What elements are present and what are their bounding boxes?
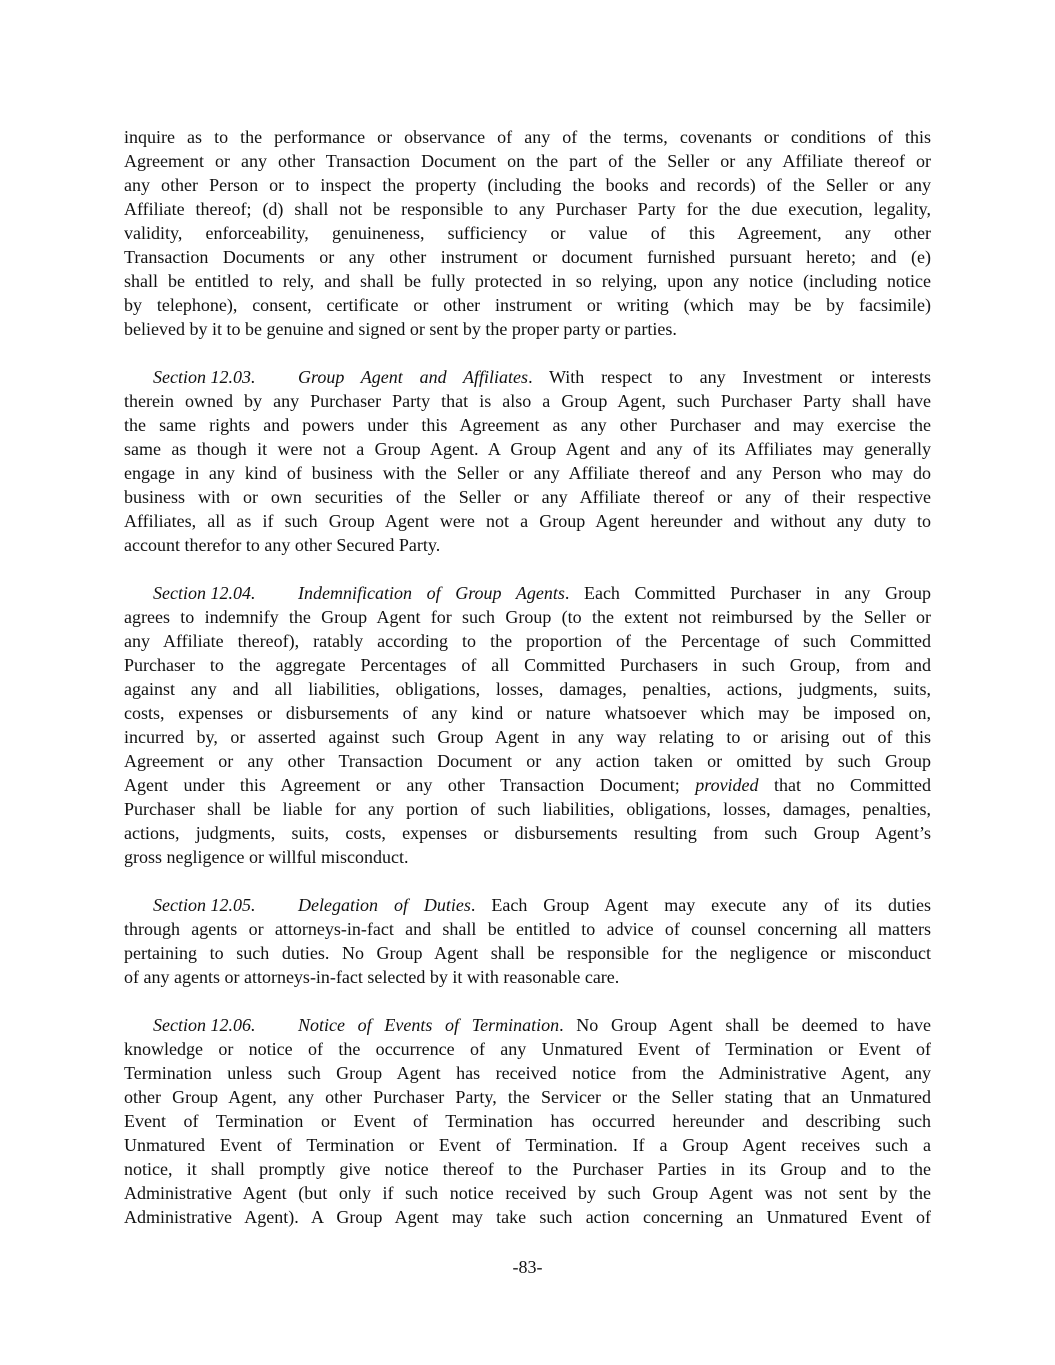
text-run: . No Group Agent shall be deemed to have: [559, 1015, 931, 1035]
section-paragraph: [124, 893, 931, 989]
text-line: same as though it were not a Group Agent. A Group Agent and any of its Affiliates may generally: [124, 439, 931, 459]
text-line: Purchaser shall be liable for any portion of such liabilities, obligations, losses, damages, penalties,: [124, 799, 931, 819]
section-heading-line: [124, 581, 931, 605]
section-number: Section 12.04.: [153, 583, 256, 603]
paragraph: [124, 125, 931, 341]
section-paragraph: [124, 1013, 931, 1229]
text-line: Affiliates, all as if such Group Agent were not a Group Agent hereunder and without any duty to: [124, 511, 931, 531]
text-line: by telephone), consent, certificate or other instrument or writing (which may be by facsimile): [124, 295, 931, 315]
text-line: incurred by, or asserted against such Group Agent in any way relating to or arising out of this: [124, 727, 931, 747]
text-run: . Each Committed Purchaser in any Group: [564, 583, 931, 603]
text-line: Administrative Agent (but only if such notice received by such Group Agent was not sent by the: [124, 1183, 931, 1203]
text-line: therein owned by any Purchaser Party that is also a Group Agent, such Purchaser Party shall have: [124, 391, 931, 411]
section-title: Indemnification of Group Agents: [298, 583, 565, 603]
section-number: Section 12.03.: [153, 367, 256, 387]
text-line: other Group Agent, any other Purchaser Party, the Servicer or the Seller stating that an Unmatured: [124, 1087, 931, 1107]
page-number: -83-: [512, 1257, 543, 1277]
text-line: account therefor to any other Secured Party.: [124, 535, 441, 555]
section-heading-line: [124, 893, 931, 917]
text-run: . Each Group Agent may execute any of its duties: [470, 895, 931, 915]
text-line: inquire as to the performance or observance of any of the terms, covenants or conditions of this: [124, 127, 931, 147]
section-heading-line: [124, 1013, 931, 1037]
text-line: costs, expenses or disbursements of any kind or nature whatsoever which may be imposed on,: [124, 703, 931, 723]
text-line: gross negligence or willful misconduct.: [124, 847, 409, 867]
section-title: Group Agent and Affiliates: [298, 367, 529, 387]
text-line: of any agents or attorneys-in-fact selected by it with reasonable care.: [124, 967, 620, 987]
text-run: . With respect to any Investment or interests: [528, 367, 931, 387]
text-line: Termination unless such Group Agent has received notice from the Administrative Agent, any: [124, 1063, 931, 1083]
text-line: knowledge or notice of the occurrence of any Unmatured Event of Termination or Event of: [124, 1039, 931, 1059]
text-line: Event of Termination or Event of Termination has occurred hereunder and describing such: [124, 1111, 931, 1131]
text-run: that no Committed: [758, 775, 931, 795]
text-line: through agents or attorneys-in-fact and shall be entitled to advice of counsel concerning all matters: [124, 919, 931, 939]
text-line: the same rights and powers under this Agreement as any other Purchaser and may exercise the: [124, 415, 931, 435]
section-paragraph: [124, 581, 931, 869]
text-line: any Affiliate thereof), ratably according to the proportion of the Percentage of such Committed: [124, 631, 931, 651]
emphasis-text: provided: [695, 775, 759, 795]
text-line: Unmatured Event of Termination or Event of Termination. If a Group Agent receives such a: [124, 1135, 931, 1155]
text-line: Transaction Documents or any other instrument or document furnished pursuant hereto; and (e): [124, 247, 931, 267]
section-title: Notice of Events of Termination: [298, 1015, 560, 1035]
text-run: Agent under this Agreement or any other Transaction Document;: [124, 775, 696, 795]
text-line: engage in any kind of business with the Seller or any Affiliate thereof and any Person who may do: [124, 463, 931, 483]
text-line: agrees to indemnify the Group Agent for such Group (to the extent not reimbursed by the Seller or: [124, 607, 931, 627]
text-line: Purchaser to the aggregate Percentages of all Committed Purchasers in such Group, from and: [124, 655, 931, 675]
section-heading-line: [124, 365, 931, 389]
text-line: believed by it to be genuine and signed or sent by the proper party or parties.: [124, 319, 677, 339]
text-line: against any and all liabilities, obligations, losses, damages, penalties, actions, judgments, suits,: [124, 679, 931, 699]
text-line: actions, judgments, suits, costs, expenses or disbursements resulting from such Group Agent’s: [124, 823, 931, 843]
text-line: [124, 773, 931, 797]
text-line: any other Person or to inspect the property (including the books and records) of the Seller or any: [124, 175, 931, 195]
text-line: Agreement or any other Transaction Document or any action taken or omitted by such Group: [124, 751, 931, 771]
text-line: Affiliate thereof; (d) shall not be responsible to any Purchaser Party for the due execution, legality,: [124, 199, 931, 219]
document-body: [124, 125, 931, 1253]
text-line: pertaining to such duties. No Group Agent shall be responsible for the negligence or misconduct: [124, 943, 931, 963]
section-title: Delegation of Duties: [298, 895, 471, 915]
text-line: Agreement or any other Transaction Document on the part of the Seller or any Affiliate thereof or: [124, 151, 931, 171]
text-line: shall be entitled to rely, and shall be fully protected in so relying, upon any notice (including notice: [124, 271, 931, 291]
section-number: Section 12.05.: [153, 895, 256, 915]
text-line: business with or own securities of the Seller or any Affiliate thereof or any of their respective: [124, 487, 931, 507]
text-line: Administrative Agent). A Group Agent may take such action concerning an Unmatured Event of: [124, 1207, 931, 1227]
text-line: notice, it shall promptly give notice thereof to the Purchaser Parties in its Group and to the: [124, 1159, 931, 1179]
section-number: Section 12.06.: [153, 1015, 256, 1035]
text-line: validity, enforceability, genuineness, sufficiency or value of this Agreement, any other: [124, 223, 931, 243]
section-paragraph: [124, 365, 931, 557]
